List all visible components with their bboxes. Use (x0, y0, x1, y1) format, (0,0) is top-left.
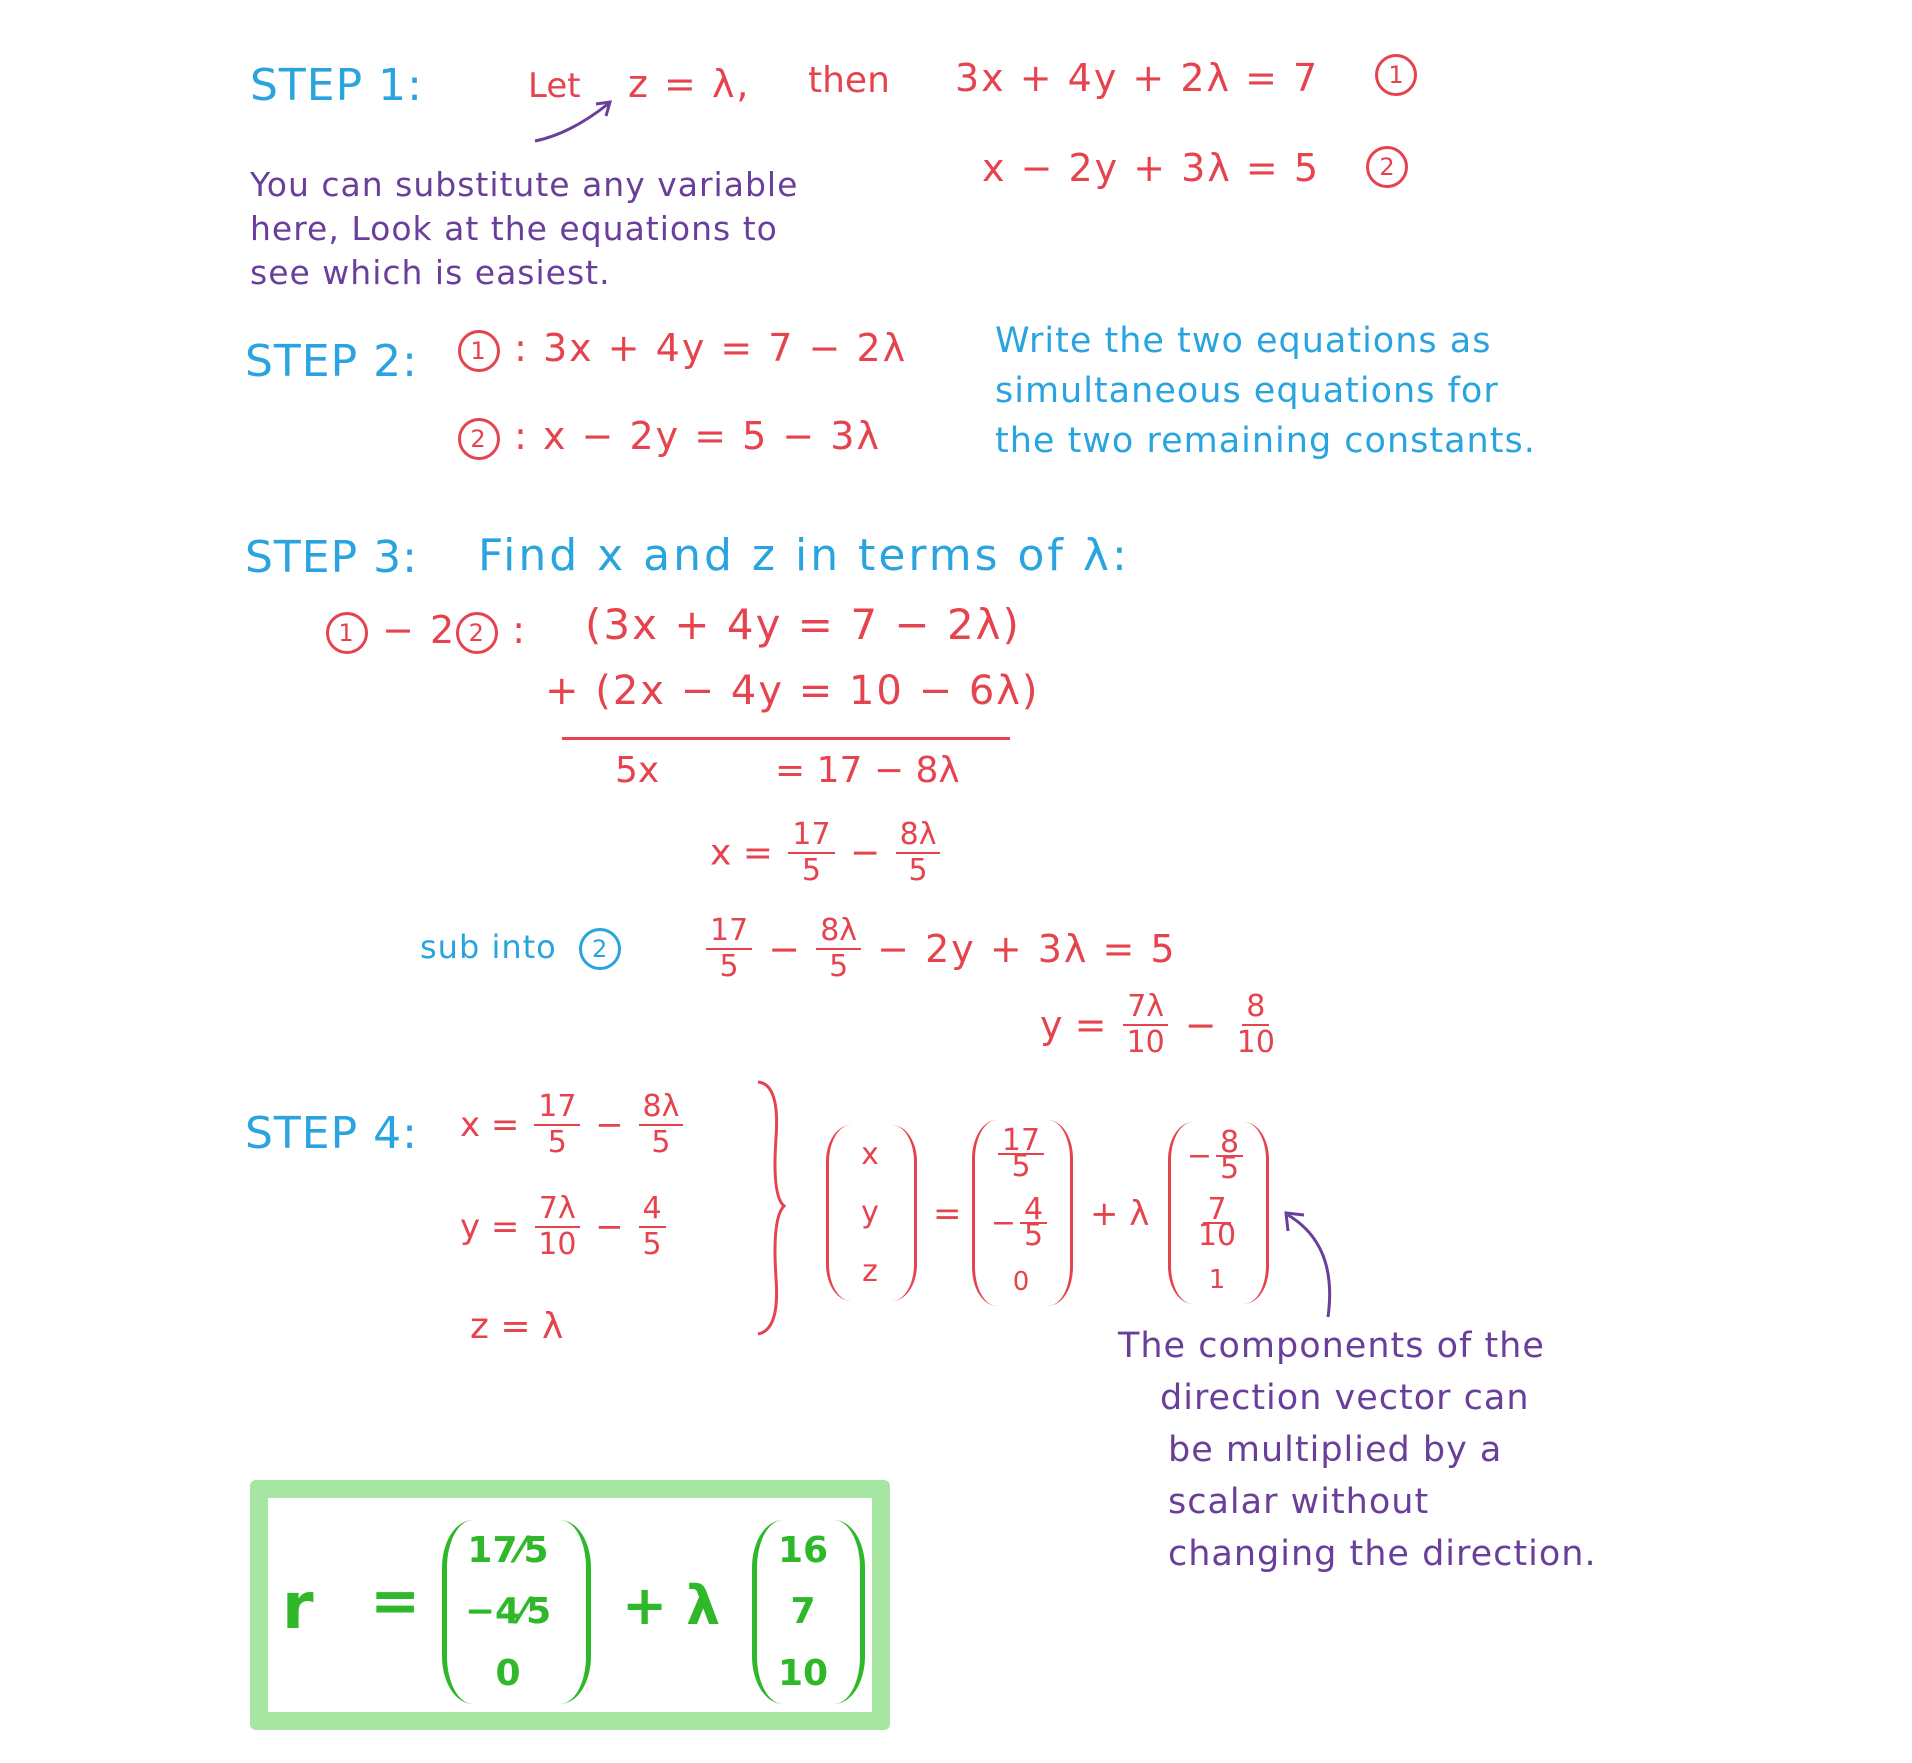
step3-operation: 1 − 2 2 : (326, 608, 527, 654)
vector-equals: = (933, 1194, 962, 1234)
step2-row2: 2 : x − 2y = 5 − 3λ (458, 414, 881, 460)
arrow-icon (530, 96, 620, 146)
eq1-tag: 1 (1375, 54, 1417, 96)
brace-icon (752, 1078, 792, 1338)
step1-label: STEP 1: (250, 60, 423, 111)
sub-into: sub into 2 (420, 928, 621, 970)
sum-right: = 17 − 8λ (775, 750, 960, 791)
step3-heading: Find x and z in terms of λ: (478, 530, 1130, 581)
step3-label: STEP 3: (245, 532, 418, 583)
sum-left: 5x (615, 750, 660, 791)
step2-label: STEP 2: (245, 336, 418, 387)
step4-label: STEP 4: (245, 1108, 418, 1159)
paren-right (560, 1520, 591, 1704)
step2-row1: 1 : 3x + 4y = 7 − 2λ (458, 326, 907, 372)
answer-vector-b: 16 7 10 (777, 1530, 829, 1694)
answer-plus-lambda: + λ (622, 1574, 721, 1637)
step4-z: z = λ (470, 1306, 564, 1347)
x-solution: x = $\frac{17}{5}$ − $\frac{8\lambda}{5}$ (710, 818, 944, 888)
step4-note: The components of the direction vector can be multiplied by a scalar without changing the direction. (1118, 1326, 1597, 1574)
vector-xyz: x y z (861, 1136, 879, 1290)
equation-1: 3x + 4y + 2λ = 7 (955, 56, 1320, 100)
eq2-tag: 2 (1366, 146, 1408, 188)
then-text: then (808, 60, 890, 101)
step2-note: Write the two equations as simultaneous equations for the two remaining constants. (995, 321, 1536, 461)
step3-line2: + (2x − 4y = 10 − 6λ) (545, 668, 1040, 714)
step4-x: x = $\frac{17}{5}$ − $\frac{8\lambda}{5}$ (460, 1090, 687, 1160)
paren-right (892, 1125, 917, 1301)
curved-arrow-icon (1280, 1205, 1360, 1325)
step3-line1: (3x + 4y = 7 − 2λ) (585, 600, 1021, 649)
paren-right (1244, 1122, 1269, 1304)
plus-lambda: + λ (1090, 1194, 1150, 1234)
paren-right (834, 1520, 865, 1704)
answer-vector-a: 17⁄5 −4⁄5 0 (464, 1530, 552, 1694)
sum-divider (562, 737, 1010, 740)
equation-2: x − 2y + 3λ = 5 (982, 146, 1320, 190)
vector-b: − $\frac{8}{5}$ $\frac{7}{10}$ 1 (1182, 1122, 1252, 1304)
vector-a: $\frac{17}{5}$ − $\frac{4}{5}$ 0 (986, 1120, 1056, 1306)
answer-equals: = (370, 1566, 421, 1636)
let-text: Let (528, 66, 581, 106)
sub-z-lambda: z = λ, (628, 62, 751, 106)
step4-y: y = $\frac{7\lambda}{10}$ − $\frac{4}{5}$ (460, 1192, 670, 1262)
substituted-equation: $\frac{17}{5}$ − $\frac{8\lambda}{5}$ − 2y + 3λ = 5 (702, 914, 1177, 984)
answer-r: r (282, 1570, 314, 1644)
y-solution: y = $\frac{7\lambda}{10}$ − $\frac{8}{10}$ (1040, 989, 1275, 1060)
step1-note: You can substitute any variable here, Look at the equations to see which is easiest. (250, 165, 799, 292)
paren-right (1048, 1120, 1073, 1306)
